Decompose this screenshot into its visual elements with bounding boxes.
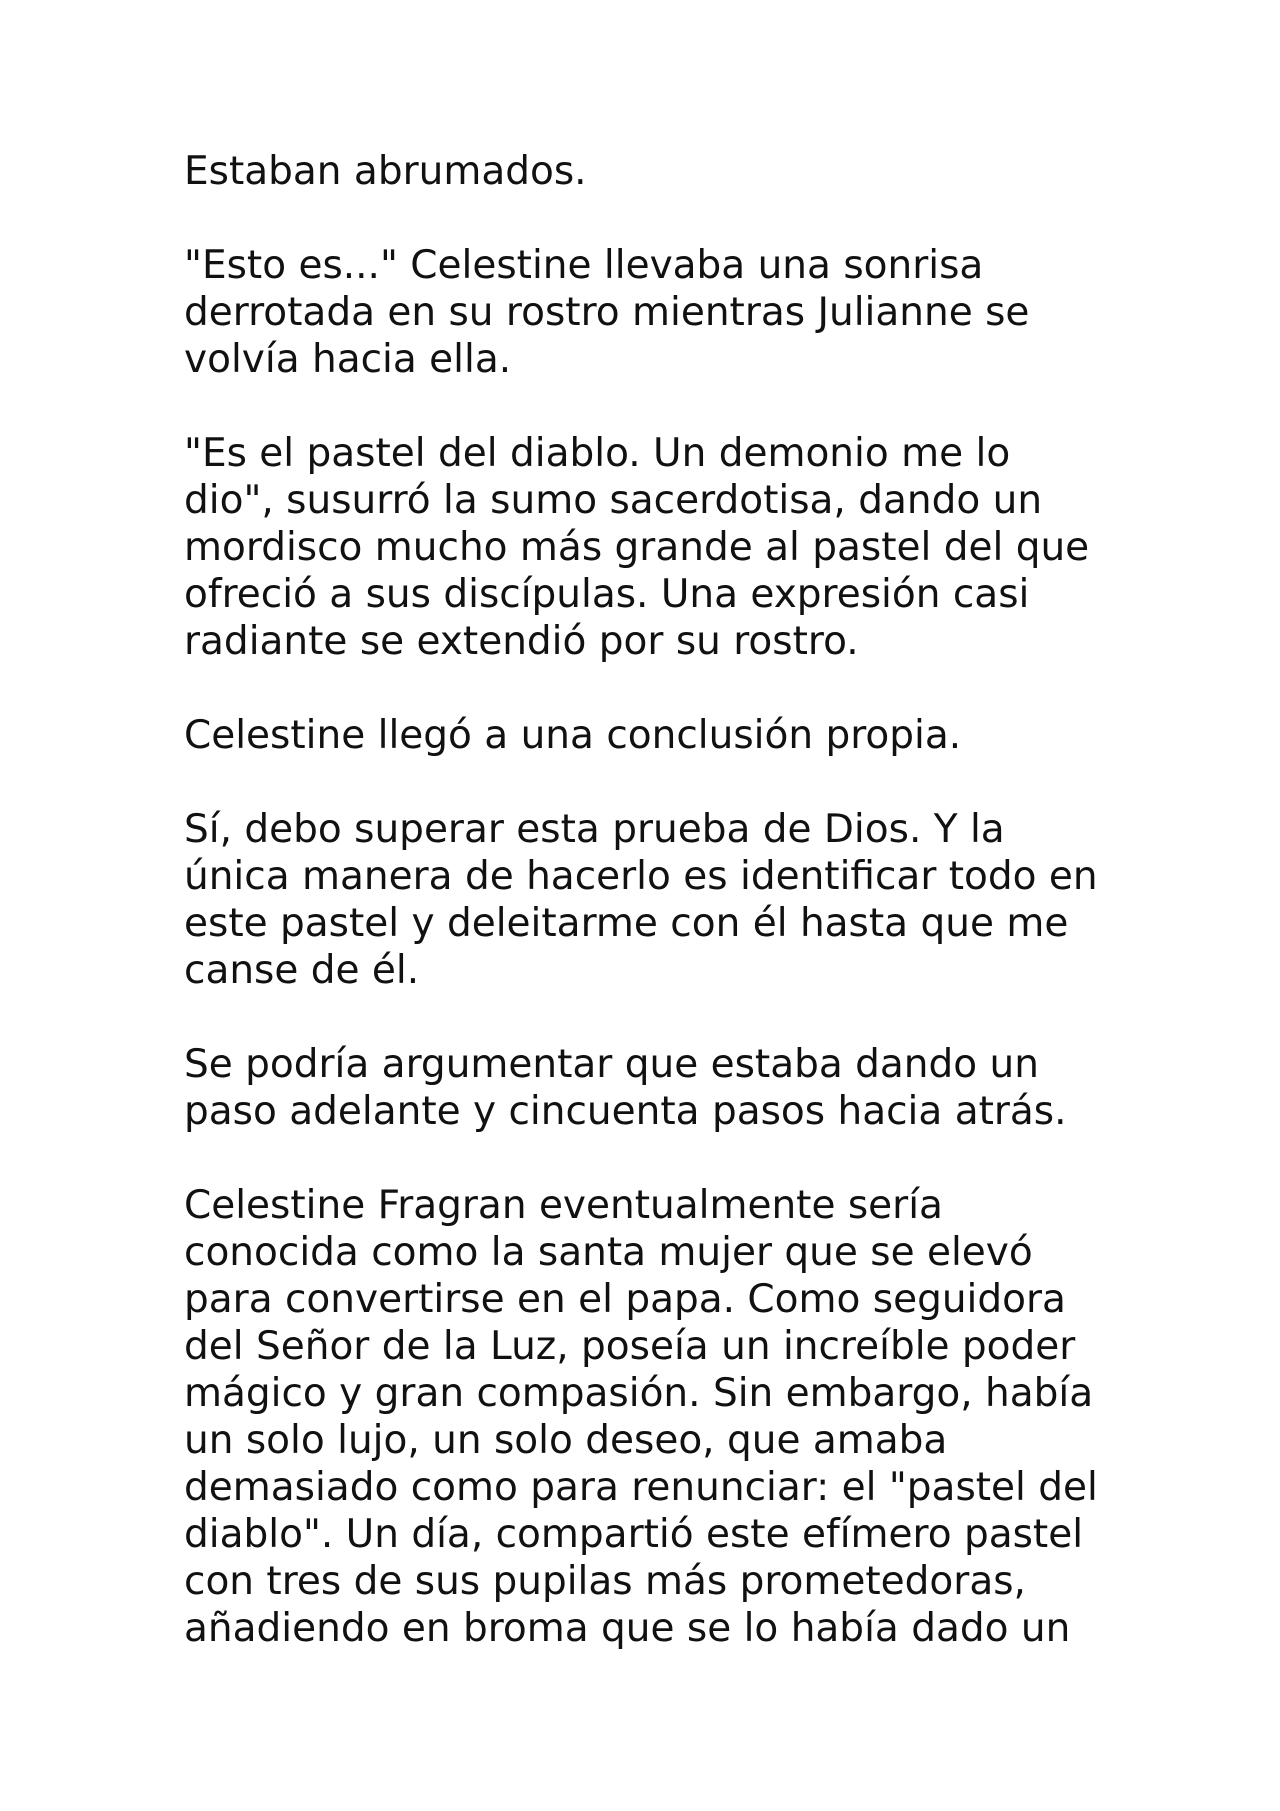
text-line: un solo lujo, un solo deseo, que amaba xyxy=(184,1418,948,1463)
text-line: Estaban abrumados. xyxy=(184,149,587,194)
text-line: "Es el pastel del diablo. Un demonio me lo xyxy=(184,431,1011,476)
text-line: diablo". Un día, compartió este efímero pastel xyxy=(184,1512,1084,1557)
text-line: Celestine Fragran eventualmente sería xyxy=(184,1183,943,1228)
text-line: canse de él. xyxy=(184,948,420,993)
paragraph xyxy=(184,1041,1124,1135)
text-line: añadiendo en broma que se lo había dado un xyxy=(184,1606,1071,1651)
text-line: mágico y gran compasión. Sin embargo, había xyxy=(184,1371,1094,1416)
text-line: paso adelante y cincuenta pasos hacia atrás. xyxy=(184,1089,1067,1134)
document-page xyxy=(184,148,1124,1699)
text-line: mordisco mucho más grande al pastel del que xyxy=(184,525,1090,570)
paragraph xyxy=(184,1182,1124,1652)
text-line: ofreció a sus discípulas. Una expresión casi xyxy=(184,572,1030,617)
text-line: única manera de hacerlo es identificar todo en xyxy=(184,854,1098,899)
paragraph xyxy=(184,242,1124,383)
text-line: dio", susurró la sumo sacerdotisa, dando un xyxy=(184,478,1043,523)
text-line: Sí, debo superar esta prueba de Dios. Y la xyxy=(184,807,1005,852)
text-line: para convertirse en el papa. Como seguidora xyxy=(184,1277,1066,1322)
text-line: conocida como la santa mujer que se elevó xyxy=(184,1230,1033,1275)
paragraph xyxy=(184,430,1124,665)
text-line: del Señor de la Luz, poseía un increíble poder xyxy=(184,1324,1076,1369)
text-line: volvía hacia ella. xyxy=(184,337,512,382)
text-line: Celestine llegó a una conclusión propia. xyxy=(184,713,962,758)
text-line: radiante se extendió por su rostro. xyxy=(184,619,859,664)
text-line: Se podría argumentar que estaba dando un xyxy=(184,1042,1039,1087)
text-line: "Esto es..." Celestine llevaba una sonrisa xyxy=(184,243,984,288)
text-line: con tres de sus pupilas más prometedoras, xyxy=(184,1559,1026,1604)
text-line: derrotada en su rostro mientras Julianne se xyxy=(184,290,1030,335)
paragraph xyxy=(184,148,1124,195)
paragraph xyxy=(184,806,1124,994)
text-line: este pastel y deleitarme con él hasta que me xyxy=(184,901,1069,946)
text-line: demasiado como para renunciar: el "pastel del xyxy=(184,1465,1098,1510)
paragraph xyxy=(184,712,1124,759)
